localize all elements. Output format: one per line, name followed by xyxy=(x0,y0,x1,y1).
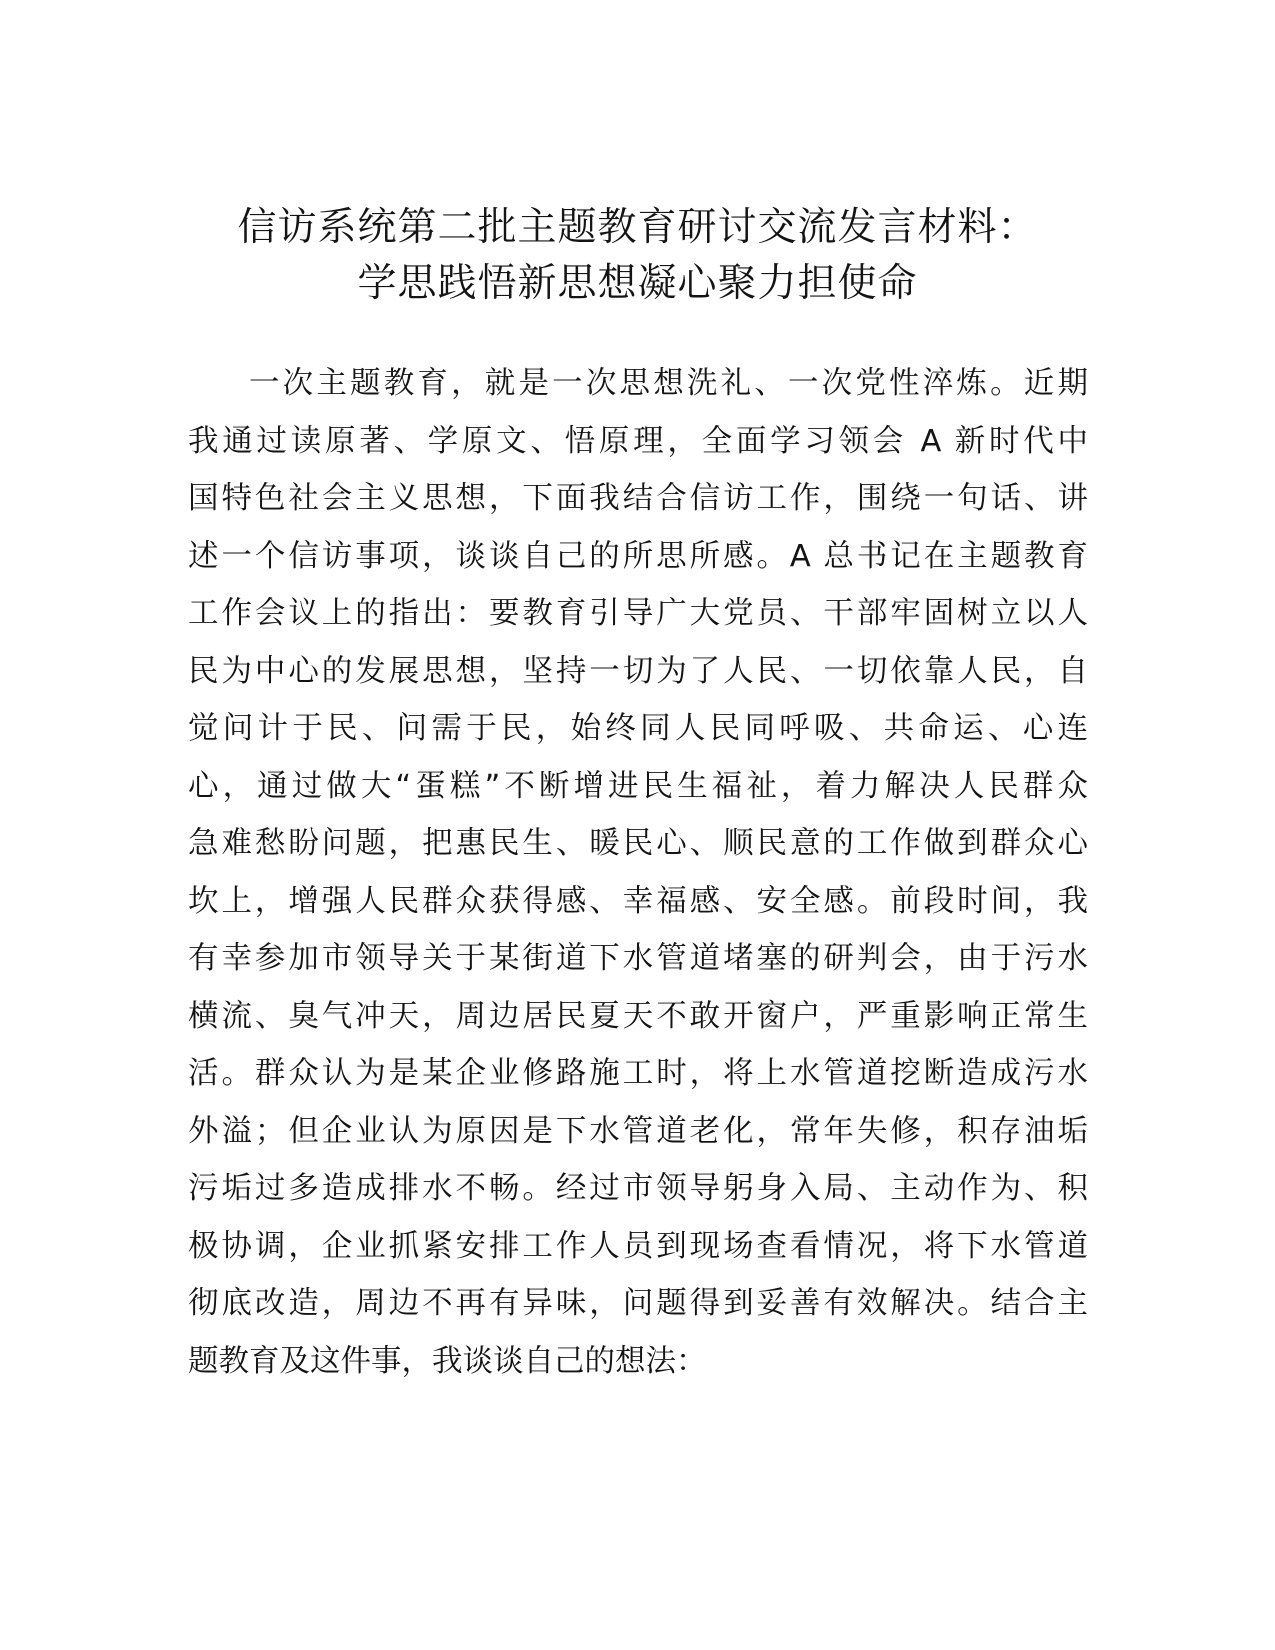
body-line: 民为中心的发展思想，坚持一切为了人民、一切依靠人民，自 xyxy=(188,653,1088,689)
body-line: 污垢过多造成排水不畅。经过市领导躬身入局、主动作为、积 xyxy=(188,1171,1088,1206)
body-line: 国特色社会主义思想，下面我结合信访工作，围绕一句话、讲 xyxy=(188,481,1088,516)
body-line: 横流、臭气冲天，周边居民夏天不敢开窗户，严重影响正常生 xyxy=(188,998,1088,1034)
body-line: 题教育及这件事，我谈谈自己的想法： xyxy=(188,1343,707,1379)
body-line: 一次主题教育，就是一次思想洗礼、一次党性淬炼。近期 xyxy=(249,366,1088,401)
body-line: 有幸参加市领导关于某街道下水管道堵塞的研判会，由于污水 xyxy=(188,941,1088,976)
body-line: 我通过读原著、学原文、悟原理，全面学习领会 A 新时代中 xyxy=(188,423,1088,459)
body-line: 彻底改造，周边不再有异味，问题得到妥善有效解决。结合主 xyxy=(188,1286,1088,1321)
title-line-2: 学思践悟新思想凝心聚力担使命 xyxy=(357,261,918,306)
body-paragraph xyxy=(188,355,1088,1390)
body-line: 急难愁盼问题，把惠民生、暖民心、顺民意的工作做到群众心 xyxy=(188,826,1088,861)
body-line: 极协调，企业抓紧安排工作人员到现场查看情况，将下水管道 xyxy=(188,1228,1088,1264)
body-line: 活。群众认为是某企业修路施工时，将上水管道挖断造成污水 xyxy=(188,1056,1088,1091)
body-line: 外溢；但企业认为原因是下水管道老化，常年失修，积存油垢 xyxy=(188,1113,1088,1149)
body-line: 坎上，增强人民群众获得感、幸福感、安全感。前段时间，我 xyxy=(188,883,1088,919)
body-line: 述一个信访事项，谈谈自己的所思所感。A 总书记在主题教育 xyxy=(188,538,1088,574)
body-line: 心，通过做大“蛋糕”不断增进民生福祉，着力解决人民群众 xyxy=(188,768,1088,804)
body-line: 工作会议上的指出：要教育引导广大党员、干部牢固树立以人 xyxy=(188,596,1088,631)
body-line: 觉问计于民、问需于民，始终同人民同呼吸、共命运、心连 xyxy=(188,711,1088,746)
document-title xyxy=(150,200,1125,312)
title-line-1: 信访系统第二批主题教育研讨交流发言材料： xyxy=(237,205,1038,250)
